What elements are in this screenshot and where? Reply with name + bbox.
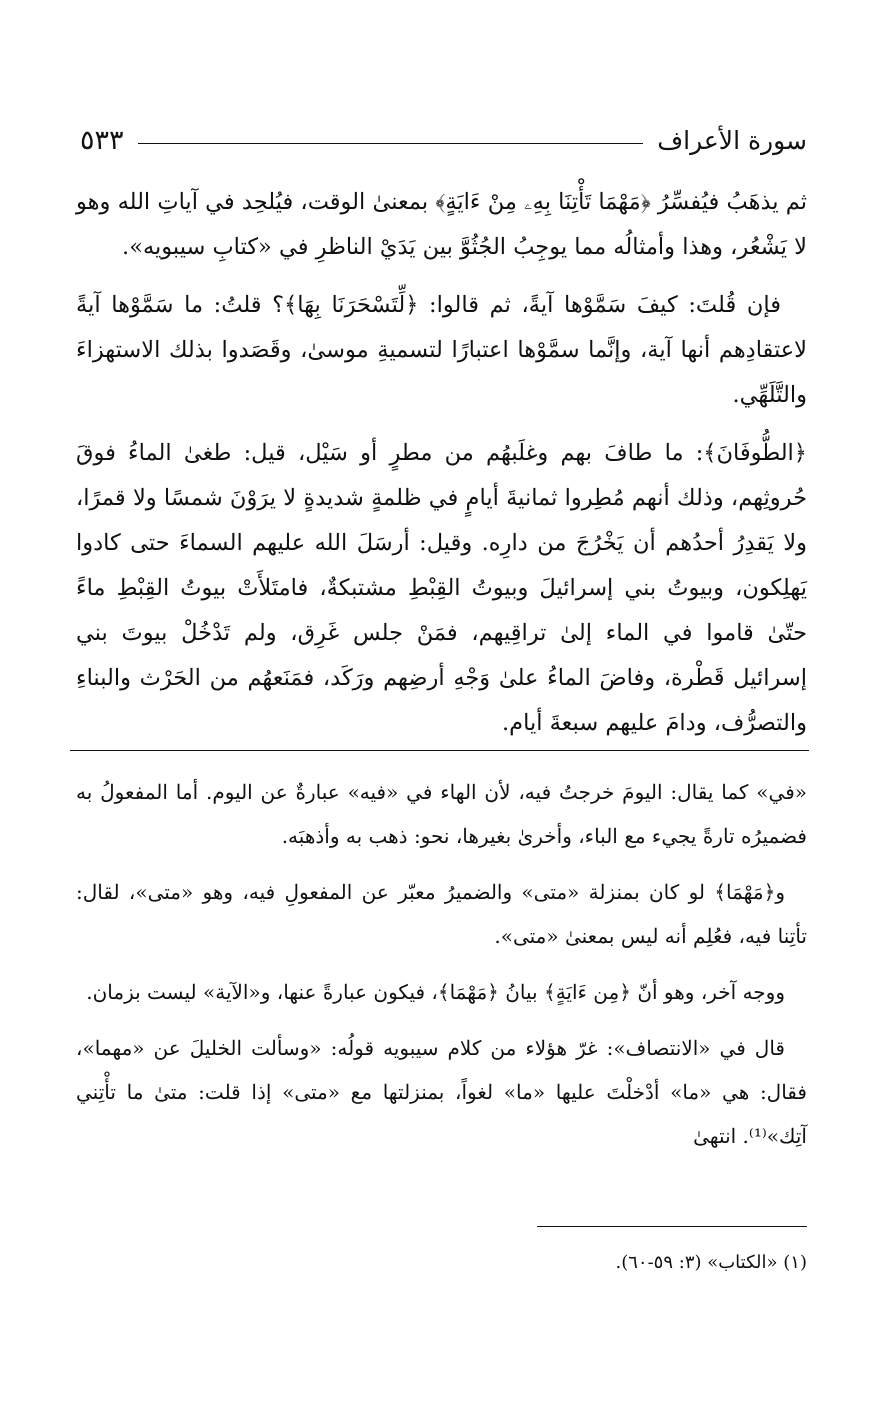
- note-paragraph: و﴿مَهْمَا﴾ لو كان بمنزلة «متى» والضميرُ معبّر عن المفعولِ فيه، وهو «متى»، لقال: تأتِنا فيه، فعُلِم أنه ليس بمعنىٰ «متى».: [76, 880, 807, 948]
- main-text: [76, 180, 807, 759]
- page-header: [80, 120, 807, 160]
- chapter-title: سورة الأعراف: [657, 125, 807, 155]
- footnote-divider: [537, 1226, 807, 1227]
- main-paragraph: فإن قُلتَ: كيفَ سَمَّوْها آيةً، ثم قالوا: ﴿لِّتَسْحَرَنَا بِهَا﴾؟ قلتُ: ما سَمَّوْها آيةً لاعتقادِهم أنها آية، وإنَّما سمَّوْها اعتبارًا لتسميةِ موسىٰ، وقَصَدوا بذلك الاستهزاءَ والتَّلَهِّي.: [76, 292, 807, 408]
- note-paragraph: «في» كما يقال: اليومَ خرجتُ فيه، لأن الهاء في «فيه» عبارةٌ عن اليوم. أما المفعولُ به فضميرُه تارةً يجيء مع الباء، وأخرىٰ بغيرها، نحو: ذهب به وأذهبَه.: [76, 780, 807, 848]
- note-paragraph: قال في «الانتصاف»: غرّ هؤلاء من كلام سيبويه قولُه: «وسألت الخليلَ عن «مهما»، فقال: هي «ما» أدْخلْتَ عليها «ما» لغواً، بمنزلتها مع «متى» إذا قلت: متىٰ ما تأْتِني آتِك»⁽¹⁾. انتهىٰ: [76, 1036, 807, 1148]
- header-rule: [138, 143, 644, 144]
- page-number: ٥٣٣: [80, 124, 124, 156]
- footnote: (١) «الكتاب» (٣: ٥٩-٦٠).: [615, 1252, 807, 1273]
- note-paragraph: ووجه آخر، وهو أنّ ﴿مِن ءَايَةٍ﴾ بيانُ ﴿مَهْمَا﴾، فيكون عبارةً عنها، و«الآية» ليست بزمان.: [86, 980, 785, 1004]
- main-paragraph: ﴿الطُّوفَانَ﴾: ما طافَ بهم وغلَبهُم من مطرٍ أو سَيْل، قيل: طغىٰ الماءُ فوقَ حُروثِهم، وذلك أنهم مُطِروا ثمانيةَ أيامٍ في ظلمةٍ شديدةٍ لا يرَوْنَ شمسًا ولا قمرًا، ولا يَقدِرُ أحدُهم أن يَخْرُجَ من دارِه. وقيل: أرسَلَ الله عليهم السماءَ حتى كادوا يَهلِكون، وبيوتُ بني إسرائيلَ وبيوتُ القِبْطِ مشتبكةٌ، فامتَلأَتْ بيوتُ القِبْطِ ماءً حتّىٰ قاموا في الماء إلىٰ تراقِيهم، فمَنْ جلس غَرِق، ولم تَدْخُلْ بيوتَ بني إسرائيل قَطْرة، وفاضَ الماءُ علىٰ وَجْهِ أرضِهم ورَكَد، فمَنَعهُم من الحَرْث والبناءِ والتصرُّف، ودامَ عليهم سبعةَ أيام.: [76, 440, 807, 736]
- commentary-notes: [76, 770, 807, 1170]
- main-paragraph: ثم يذهَبُ فيُفسِّرُ ﴿مَهْمَا تَأْتِنَا بِهِۦ مِنْ ءَايَةٍ﴾ بمعنىٰ الوقت، فيُلحِد في آياتِ الله وهو لا يَشْعُر، وهذا وأمثالُه مما يوجِبُ الجُثُوَّ بين يَدَيْ الناظرِ في «كتابِ سيبويه».: [76, 189, 807, 260]
- section-divider: [70, 750, 809, 751]
- footnotes: [76, 1248, 807, 1278]
